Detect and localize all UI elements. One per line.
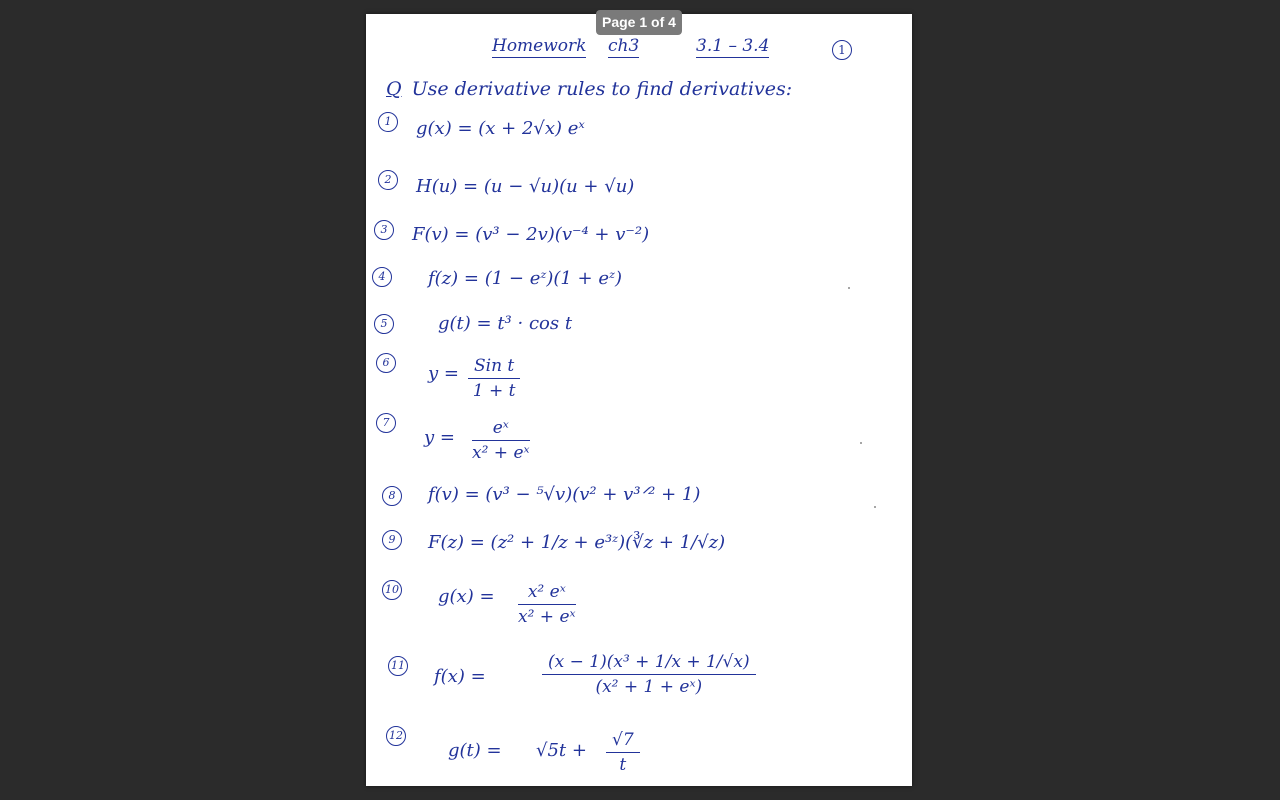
problem-expression: f(v) = (v³ − ⁵√v)(v² + v³ᐟ² + 1)	[428, 484, 701, 505]
problem-number: 9	[382, 530, 402, 550]
problem-lhs: y =	[428, 363, 459, 384]
problem-number: 5	[374, 314, 394, 334]
problem-fraction	[542, 652, 756, 697]
problem-expression: g(x) = (x + 2√x) eˣ	[416, 118, 585, 139]
problem-expression: g(t) = t³ · cos t	[438, 313, 573, 334]
problem-lhs: f(x) =	[434, 666, 486, 687]
problem-number: 2	[378, 170, 398, 190]
problem-fraction	[606, 730, 640, 775]
problem-lhs: g(x) =	[438, 586, 495, 607]
instruction-text: Use derivative rules to find derivatives:	[411, 78, 793, 100]
header-title: Homework	[492, 36, 587, 56]
problem-number: 12	[386, 726, 406, 746]
problem-number: 11	[388, 656, 408, 676]
fraction-denominator: t	[619, 755, 627, 775]
problem-number: 8	[382, 486, 402, 506]
header-chapter: ch3	[608, 36, 640, 56]
problem-fraction	[468, 356, 520, 401]
fraction-denominator: x² + eˣ	[518, 607, 576, 627]
problem-expression: √5t +	[536, 740, 587, 761]
fraction-denominator: x² + eˣ	[472, 443, 530, 463]
problem-number: 6	[376, 353, 396, 373]
scan-speck	[874, 506, 876, 508]
problem-expression: F(v) = (v³ − 2v)(v⁻⁴ + v⁻²)	[412, 224, 650, 245]
document-page[interactable]	[366, 14, 912, 786]
problem-fraction	[518, 582, 576, 627]
problem-lhs: g(t) =	[448, 740, 502, 761]
problem-fraction	[472, 418, 530, 463]
fraction-numerator: Sin t	[468, 356, 520, 379]
fraction-numerator: eˣ	[472, 418, 530, 441]
problem-number: 4	[372, 267, 392, 287]
problem-number: 7	[376, 413, 396, 433]
problem-expression: F(z) = (z² + 1/z + e³ᶻ)(∛z + 1/√z)	[428, 532, 726, 553]
problem-number: 3	[374, 220, 394, 240]
scan-speck	[860, 442, 862, 444]
problem-lhs: y =	[424, 427, 455, 448]
page-number: 1	[832, 40, 852, 60]
instruction	[386, 78, 792, 100]
fraction-numerator: x² eˣ	[518, 582, 576, 605]
problem-expression: f(z) = (1 − eᶻ)(1 + eᶻ)	[428, 268, 623, 289]
fraction-denominator: (x² + 1 + eˣ)	[595, 677, 703, 697]
problem-number: 1	[378, 112, 398, 132]
problem-expression: H(u) = (u − √u)(u + √u)	[416, 176, 635, 197]
fraction-numerator: (x − 1)(x³ + 1/x + 1/√x)	[542, 652, 756, 675]
fraction-numerator: √7	[606, 730, 640, 753]
scan-speck	[848, 287, 850, 289]
question-label: Q	[386, 78, 402, 100]
fraction-denominator: 1 + t	[472, 381, 516, 401]
problem-number: 10	[382, 580, 402, 600]
page-indicator: Page 1 of 4	[596, 10, 682, 35]
header-sections: 3.1 – 3.4	[696, 36, 770, 56]
